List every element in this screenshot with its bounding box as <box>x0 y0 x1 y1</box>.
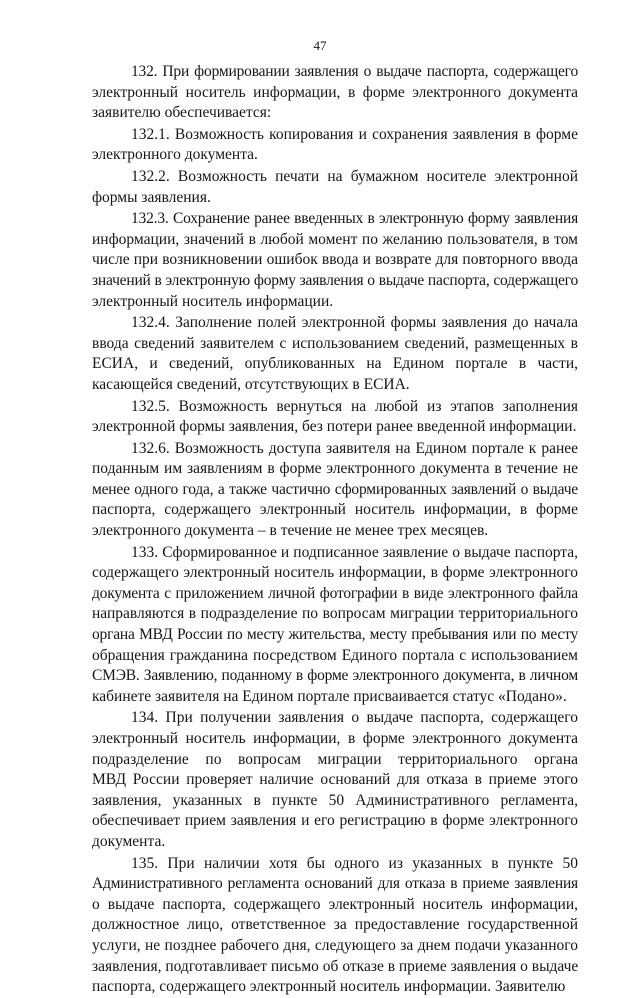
text-line: МВД России проверяет наличие оснований для отказа в приеме этого <box>92 771 578 789</box>
text-line: о выдаче паспорта, содержащего электронный носитель информации, <box>92 895 578 913</box>
paragraph-p133 <box>92 543 578 708</box>
text-line: электронной формы заявления, без потери ранее введенной информации. <box>92 418 577 436</box>
text-line: органа МВД России по месту жительства, месту пребывания или по месту <box>92 626 578 644</box>
text-line: 132.2. Возможность печати на бумажном носителе электронной <box>131 167 578 185</box>
paragraph-p135 <box>92 854 578 998</box>
text-line: формы заявления. <box>92 188 211 206</box>
text-line: значений в электронную форму заявления о выдаче паспорта, содержащего <box>92 271 578 289</box>
text-line: числе при возникновении ошибок ввода и возврате для повторного ввода <box>92 251 578 269</box>
text-line: ЕСИА, и сведений, опубликованных на Едином портале в части, <box>92 355 578 373</box>
text-line: заявления, указанных в пункте 50 Административного регламента, <box>92 791 578 809</box>
page-number: 47 <box>313 38 327 53</box>
text-line: 134. При получении заявления о выдаче паспорта, содержащего <box>131 709 578 727</box>
text-line: 132.6. Возможность доступа заявителя на Едином портале к ранее <box>131 439 578 457</box>
text-line: электронного документа. <box>92 146 258 164</box>
text-line: кабинете заявителя на Едином портале присваивается статус «Подано». <box>92 687 567 705</box>
text-line: менее одного года, а также частично сформированных заявлений о выдаче <box>92 480 578 498</box>
text-line: 132.1. Возможность копирования и сохранения заявления в форме <box>131 125 578 143</box>
paragraph-p132-3 <box>92 209 578 312</box>
text-line: подразделение по вопросам миграции территориального органа <box>92 750 578 768</box>
text-line: обращения гражданина посредством Единого портала с использованием <box>92 646 578 664</box>
paragraph-p132 <box>92 62 578 124</box>
text-line: заявления, подготавливает письмо об отказе в приеме заявления о выдаче <box>92 957 579 975</box>
text-line: электронный носитель информации. <box>92 292 334 310</box>
paragraph-p132-2 <box>92 167 578 208</box>
text-line: поданным им заявлениям в форме электронного документа в течение не <box>92 460 578 478</box>
text-line: 132.5. Возможность вернуться на любой из этапов заполнения <box>131 397 578 415</box>
text-line: 132.4. Заполнение полей электронной формы заявления до начала <box>131 314 578 332</box>
paragraph-p132-1 <box>92 125 578 166</box>
text-line: содержащего электронный носитель информации, в форме электронного <box>92 564 578 582</box>
text-line: ввода сведений заявителем с использованием сведений, размещенных в <box>92 334 578 352</box>
text-line: направляются в подразделение по вопросам миграции территориального <box>92 605 578 623</box>
text-line: заявителю обеспечивается: <box>92 104 272 122</box>
text-line: Административного регламента оснований для отказа в приеме заявления <box>92 875 578 893</box>
text-line: СМЭВ. Заявлению, поданному в форме электронного документа, в личном <box>92 667 578 685</box>
text-line: услуги, не позднее рабочего дня, следующего за днем подачи указанного <box>92 936 578 954</box>
paragraph-p132-5 <box>92 397 578 438</box>
text-line: 133. Сформированное и подписанное заявление о выдаче паспорта, <box>131 543 578 561</box>
text-line: 135. При наличии хотя бы одного из указанных в пункте 50 <box>131 854 578 872</box>
text-line: электронный носитель информации, в форме электронного документа <box>92 83 578 101</box>
text-line: 132. При формировании заявления о выдаче паспорта, содержащего <box>131 63 578 80</box>
document-body <box>92 62 578 998</box>
text-line: электронного документа – в течение не менее трех месяцев. <box>92 522 489 540</box>
text-line: документа. <box>92 832 166 850</box>
paragraph-p134 <box>92 708 578 852</box>
text-line: документа с приложением личной фотографии в виде электронного файла <box>92 584 578 602</box>
text-line: паспорта, содержащего электронный носитель информации. Заявителю <box>92 978 566 996</box>
text-line: 132.3. Сохранение ранее введенных в электронную форму заявления <box>131 210 578 228</box>
text-line: паспорта, содержащего электронный носитель информации, в форме <box>92 501 578 519</box>
text-line: обеспечивает прием заявления и его регистрацию в форме электронного <box>92 812 578 830</box>
paragraph-p132-4 <box>92 313 578 395</box>
paragraph-p132-6 <box>92 439 578 542</box>
text-line: информации, значений в любой момент по желанию пользователя, в том <box>92 230 578 248</box>
text-line: должностное лицо, ответственное за предоставление государственной <box>92 916 578 934</box>
text-line: электронный носитель информации, в форме электронного документа <box>92 730 578 747</box>
text-line: касающейся сведений, отсутствующих в ЕСИА. <box>92 375 410 393</box>
